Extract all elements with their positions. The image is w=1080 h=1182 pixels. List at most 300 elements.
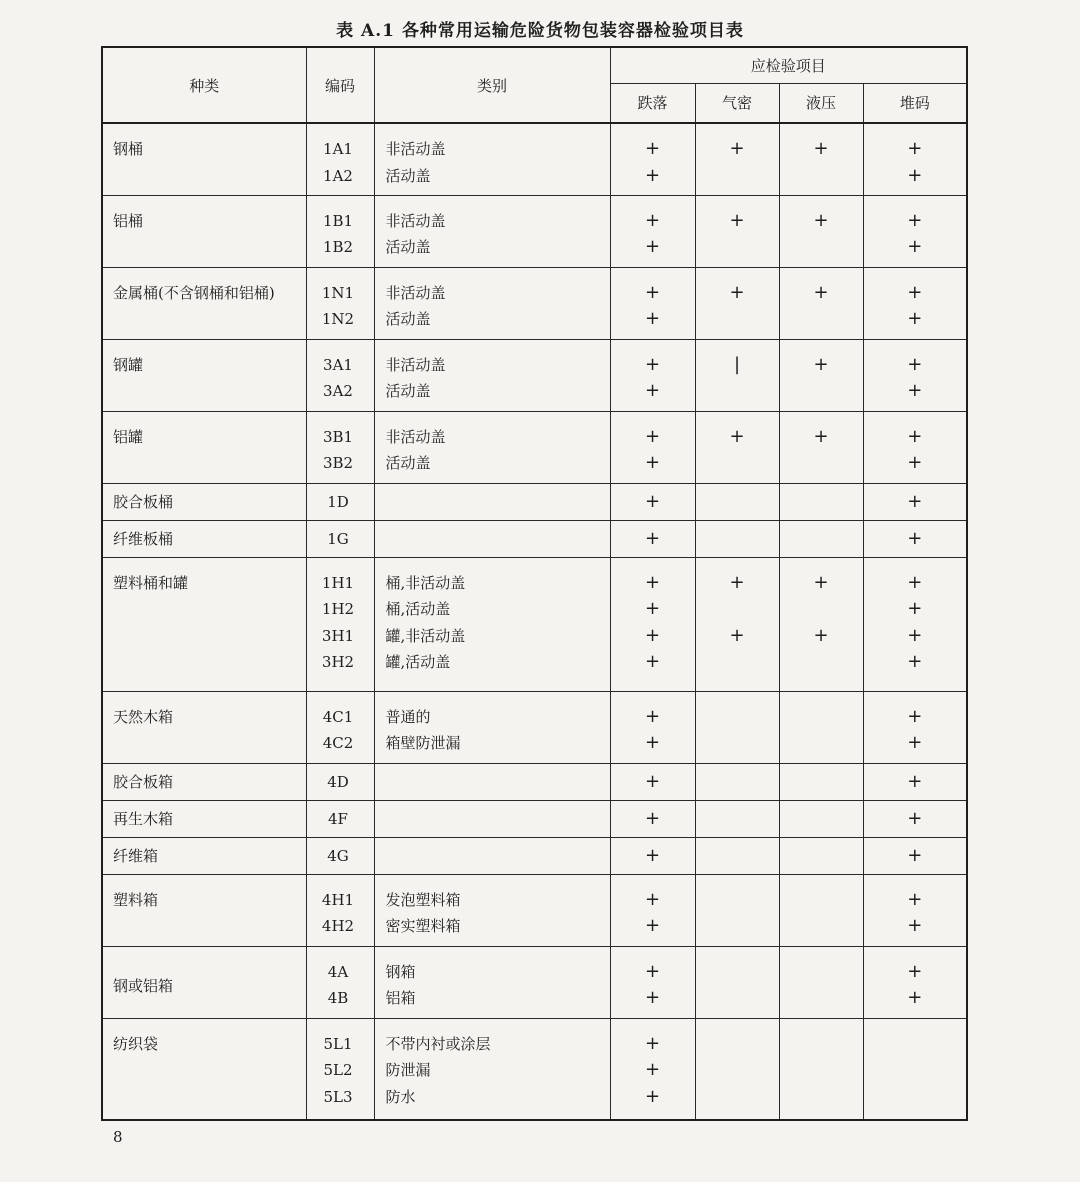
test-mark — [696, 959, 779, 986]
category-value: 活动盖 — [385, 382, 431, 400]
test-mark — [696, 450, 779, 477]
cell-kind — [102, 520, 306, 557]
test-mark: + — [813, 425, 829, 447]
code-value: 1A2 — [323, 166, 353, 185]
category-value — [386, 769, 610, 796]
test-mark: + — [644, 1085, 661, 1107]
cell-test-hydraulic — [779, 763, 863, 800]
cell-test-airtight — [695, 763, 779, 800]
table-row — [102, 946, 967, 1018]
category-value: 密实塑料箱 — [385, 917, 461, 935]
header-test-hydraulic: 液压 — [779, 83, 863, 123]
test-mark: + — [907, 987, 923, 1008]
kind-label: 钢桶 — [113, 140, 144, 158]
test-mark — [696, 806, 779, 833]
table-body — [102, 123, 967, 1120]
cell-code — [306, 837, 374, 874]
cell-test-hydraulic — [779, 267, 863, 339]
cell-test-hydraulic — [779, 123, 863, 195]
test-mark: + — [729, 281, 745, 303]
cell-kind — [102, 557, 306, 691]
code-value: 4C2 — [322, 734, 354, 752]
test-mark — [780, 913, 863, 940]
test-mark: + — [907, 732, 923, 753]
test-mark: + — [644, 138, 661, 159]
test-mark — [864, 1057, 967, 1084]
cell-test-airtight — [695, 691, 779, 763]
test-mark: + — [907, 844, 923, 866]
cell-kind — [102, 483, 306, 520]
table-row — [102, 339, 967, 411]
table-row — [102, 411, 967, 483]
test-mark: + — [644, 807, 661, 829]
cell-kind — [102, 800, 306, 837]
kind-label: 钢罐 — [113, 355, 144, 374]
test-mark: + — [644, 770, 661, 792]
cell-test-drop — [610, 557, 695, 691]
test-mark — [780, 1057, 863, 1084]
kind-label: 纤维板桶 — [113, 529, 174, 548]
table-row — [102, 837, 967, 874]
test-mark: + — [907, 308, 923, 329]
cell-category — [374, 411, 610, 483]
test-mark: + — [813, 138, 829, 159]
test-mark: + — [907, 164, 923, 186]
cell-test-drop — [610, 800, 695, 837]
cell-category — [374, 874, 610, 946]
cell-test-drop — [610, 339, 695, 411]
test-mark: + — [907, 452, 923, 473]
code-value: 5L2 — [323, 1061, 353, 1079]
test-mark — [696, 704, 779, 731]
cell-code — [306, 339, 374, 411]
code-value: 1N2 — [321, 310, 355, 328]
test-mark: + — [644, 624, 661, 646]
cell-test-stacking — [863, 267, 967, 339]
test-mark — [696, 843, 779, 870]
cell-test-hydraulic — [779, 946, 863, 1018]
test-mark: + — [644, 1032, 661, 1054]
cell-test-stacking — [863, 520, 967, 557]
cell-test-stacking — [863, 483, 967, 520]
test-mark — [696, 769, 779, 796]
test-mark: + — [644, 452, 661, 473]
cell-test-stacking — [863, 874, 967, 946]
table-row — [102, 123, 967, 195]
cell-test-hydraulic — [779, 691, 863, 763]
test-mark: + — [644, 651, 661, 672]
test-mark: + — [644, 598, 661, 619]
kind-label: 纤维箱 — [113, 846, 159, 865]
cell-code — [306, 763, 374, 800]
cell-test-drop — [610, 195, 695, 267]
test-mark: + — [907, 236, 923, 257]
test-mark — [780, 649, 863, 676]
test-mark — [696, 234, 779, 261]
cell-test-hydraulic — [779, 1018, 863, 1120]
test-mark: + — [729, 571, 745, 593]
test-mark — [780, 985, 863, 1012]
cell-test-stacking — [863, 837, 967, 874]
test-mark: + — [907, 425, 923, 447]
cell-code — [306, 267, 374, 339]
test-mark — [780, 163, 863, 190]
header-test-airtight: 气密 — [695, 83, 779, 123]
cell-category — [374, 267, 610, 339]
test-mark: + — [813, 353, 829, 375]
test-mark: + — [729, 209, 745, 231]
test-mark — [696, 1031, 779, 1058]
category-value — [386, 489, 610, 516]
cell-category — [374, 339, 610, 411]
table-row — [102, 557, 967, 691]
code-value: 3H1 — [321, 626, 355, 645]
cell-code — [306, 520, 374, 557]
table-row — [102, 874, 967, 946]
cell-kind — [102, 339, 306, 411]
test-mark — [780, 450, 863, 477]
cell-test-airtight — [695, 339, 779, 411]
category-value: 非活动盖 — [385, 355, 446, 374]
cell-test-hydraulic — [779, 411, 863, 483]
kind-label: 再生木箱 — [113, 809, 174, 828]
test-mark — [780, 730, 863, 757]
code-value: 1D — [327, 492, 349, 511]
cell-test-airtight — [695, 267, 779, 339]
cell-test-drop — [610, 691, 695, 763]
test-mark: + — [729, 138, 745, 159]
category-value: 普通的 — [385, 707, 431, 726]
header-kind: 种类 — [102, 47, 306, 123]
test-mark: + — [907, 209, 923, 231]
page-number: 8 — [113, 1128, 123, 1146]
code-value: 4G — [327, 846, 349, 865]
category-value — [386, 843, 610, 870]
test-mark — [696, 649, 779, 676]
cell-test-stacking — [863, 123, 967, 195]
test-mark — [780, 843, 863, 870]
cell-kind — [102, 123, 306, 195]
test-mark: + — [644, 844, 661, 866]
table-row — [102, 195, 967, 267]
code-value: 4F — [328, 809, 348, 828]
cell-test-hydraulic — [779, 800, 863, 837]
test-mark: + — [644, 209, 661, 231]
test-mark — [696, 306, 779, 333]
header-code: 编码 — [306, 47, 374, 123]
cell-test-stacking — [863, 763, 967, 800]
kind-label: 铝罐 — [113, 427, 144, 446]
cell-test-hydraulic — [779, 520, 863, 557]
category-value: 罐,非活动盖 — [385, 626, 466, 645]
table-row — [102, 483, 967, 520]
cell-code — [306, 1018, 374, 1120]
cell-test-airtight — [695, 483, 779, 520]
test-mark: + — [907, 380, 923, 401]
category-value: 不带内衬或涂层 — [385, 1034, 491, 1053]
cell-test-stacking — [863, 946, 967, 1018]
cell-test-hydraulic — [779, 483, 863, 520]
cell-kind — [102, 1018, 306, 1120]
code-value: 4H2 — [321, 917, 355, 935]
kind-label: 纺织袋 — [113, 1034, 159, 1053]
test-mark: + — [907, 915, 923, 936]
test-mark — [696, 1084, 779, 1111]
cell-kind — [102, 411, 306, 483]
test-mark: + — [907, 807, 923, 829]
category-value: 非活动盖 — [385, 140, 446, 158]
cell-code — [306, 483, 374, 520]
table-row — [102, 1018, 967, 1120]
cell-code — [306, 946, 374, 1018]
cell-test-airtight — [695, 946, 779, 1018]
table-row — [102, 691, 967, 763]
inspection-table — [101, 46, 968, 1121]
cell-kind — [102, 874, 306, 946]
header-test-stacking: 堆码 — [863, 83, 967, 123]
test-mark — [780, 234, 863, 261]
code-value: 5L3 — [323, 1087, 353, 1106]
code-value: 4B — [327, 989, 349, 1007]
test-mark: + — [644, 571, 661, 593]
cell-test-airtight — [695, 123, 779, 195]
test-mark: + — [907, 960, 923, 982]
category-value: 钢箱 — [385, 962, 416, 981]
kind-label: 塑料桶和罐 — [113, 573, 189, 592]
category-value: 活动盖 — [385, 238, 431, 256]
cell-test-stacking — [863, 557, 967, 691]
cell-test-drop — [610, 946, 695, 1018]
cell-test-airtight — [695, 837, 779, 874]
test-mark — [780, 704, 863, 731]
code-value: 1H1 — [321, 573, 355, 592]
test-mark — [696, 526, 779, 553]
test-mark: + — [644, 164, 661, 186]
table-header — [102, 47, 967, 123]
table-row — [102, 763, 967, 800]
cell-test-drop — [610, 763, 695, 800]
test-mark — [780, 1084, 863, 1111]
test-mark — [780, 959, 863, 986]
cell-test-drop — [610, 483, 695, 520]
header-tests-group: 应检验项目 — [610, 47, 967, 83]
test-mark: + — [813, 571, 829, 593]
category-value: 非活动盖 — [385, 211, 446, 230]
cell-test-airtight — [695, 520, 779, 557]
cell-category — [374, 837, 610, 874]
cell-test-airtight — [695, 195, 779, 267]
cell-test-stacking — [863, 691, 967, 763]
cell-test-drop — [610, 411, 695, 483]
test-mark — [864, 1031, 967, 1058]
cell-category — [374, 691, 610, 763]
cell-test-stacking — [863, 195, 967, 267]
test-mark: + — [907, 490, 923, 512]
code-value: 3B2 — [322, 454, 354, 472]
cell-kind — [102, 946, 306, 1018]
cell-code — [306, 800, 374, 837]
test-mark — [780, 769, 863, 796]
test-mark: + — [907, 598, 923, 619]
category-value — [386, 526, 610, 553]
test-mark: + — [644, 915, 661, 936]
test-mark: + — [729, 425, 745, 447]
cell-test-hydraulic — [779, 557, 863, 691]
category-value: 活动盖 — [385, 454, 431, 472]
code-value: 5L1 — [323, 1034, 353, 1053]
test-mark — [696, 887, 779, 914]
cell-code — [306, 874, 374, 946]
test-mark: + — [907, 705, 923, 727]
category-value: 铝箱 — [385, 989, 416, 1007]
category-value: 活动盖 — [385, 166, 431, 185]
test-mark — [696, 913, 779, 940]
code-value: 1H2 — [321, 600, 355, 618]
test-mark — [696, 378, 779, 405]
test-mark: + — [813, 281, 829, 303]
kind-label: 胶合板桶 — [113, 492, 174, 511]
test-mark: + — [907, 571, 923, 593]
code-value: 1G — [327, 529, 349, 548]
test-mark: + — [907, 281, 923, 303]
cell-test-hydraulic — [779, 837, 863, 874]
code-value: 1A1 — [323, 140, 353, 158]
category-value: 防水 — [385, 1087, 416, 1106]
test-mark: + — [907, 138, 923, 159]
kind-label: 钢或铝箱 — [113, 977, 174, 996]
test-mark — [780, 306, 863, 333]
cell-test-stacking — [863, 1018, 967, 1120]
cell-category — [374, 946, 610, 1018]
kind-label: 铝桶 — [113, 211, 144, 230]
code-value: 1N1 — [321, 283, 355, 302]
cell-test-drop — [610, 874, 695, 946]
test-mark — [780, 378, 863, 405]
cell-category — [374, 520, 610, 557]
test-mark: + — [644, 527, 661, 549]
cell-code — [306, 195, 374, 267]
test-mark — [780, 887, 863, 914]
cell-test-hydraulic — [779, 339, 863, 411]
test-mark: + — [907, 770, 923, 792]
cell-test-airtight — [695, 557, 779, 691]
test-mark: + — [644, 281, 661, 303]
cell-kind — [102, 267, 306, 339]
test-mark: + — [907, 624, 923, 646]
code-value: 4H1 — [321, 890, 355, 909]
test-mark: + — [644, 308, 661, 329]
category-value — [386, 806, 610, 833]
header-category: 类别 — [374, 47, 610, 123]
code-value: 3B1 — [322, 427, 354, 446]
category-value: 非活动盖 — [385, 283, 446, 302]
code-value: 4C1 — [322, 707, 354, 726]
test-mark — [696, 730, 779, 757]
cell-test-drop — [610, 837, 695, 874]
cell-test-airtight — [695, 411, 779, 483]
cell-code — [306, 123, 374, 195]
cell-test-stacking — [863, 411, 967, 483]
test-mark: + — [644, 1059, 661, 1080]
table-row — [102, 267, 967, 339]
test-mark: + — [644, 425, 661, 447]
kind-label: 天然木箱 — [113, 707, 174, 726]
category-value: 非活动盖 — [385, 427, 446, 446]
cell-kind — [102, 763, 306, 800]
test-mark: + — [644, 732, 661, 753]
code-value: 3H2 — [321, 653, 355, 671]
code-value: 1B2 — [322, 238, 354, 256]
cell-test-stacking — [863, 800, 967, 837]
test-mark — [696, 985, 779, 1012]
cell-category — [374, 123, 610, 195]
header-test-drop: 跌落 — [610, 83, 695, 123]
code-value: 3A1 — [323, 355, 353, 374]
cell-test-hydraulic — [779, 874, 863, 946]
kind-label: 塑料箱 — [113, 890, 159, 909]
category-value: 桶,非活动盖 — [385, 573, 466, 592]
cell-test-drop — [610, 267, 695, 339]
test-mark: + — [813, 624, 829, 646]
cell-kind — [102, 837, 306, 874]
category-value: 防泄漏 — [385, 1061, 431, 1079]
test-mark — [780, 806, 863, 833]
test-mark: + — [907, 888, 923, 910]
test-mark: + — [729, 624, 745, 646]
test-mark — [864, 1084, 967, 1111]
cell-category — [374, 557, 610, 691]
test-mark — [696, 596, 779, 623]
cell-category — [374, 1018, 610, 1120]
cell-category — [374, 763, 610, 800]
code-value: 4D — [327, 772, 349, 791]
test-mark — [696, 163, 779, 190]
cell-test-drop — [610, 1018, 695, 1120]
cell-test-hydraulic — [779, 195, 863, 267]
category-value: 发泡塑料箱 — [385, 890, 461, 909]
cell-test-drop — [610, 520, 695, 557]
cell-category — [374, 800, 610, 837]
test-mark: + — [907, 527, 923, 549]
test-mark — [780, 1031, 863, 1058]
cell-test-airtight — [695, 874, 779, 946]
category-value: 桶,活动盖 — [385, 600, 451, 618]
cell-test-stacking — [863, 339, 967, 411]
kind-label: 胶合板箱 — [113, 772, 174, 791]
code-value: 3A2 — [323, 382, 353, 400]
test-mark: + — [907, 651, 923, 672]
cell-kind — [102, 195, 306, 267]
test-mark: | — [733, 353, 741, 375]
category-value: 箱壁防泄漏 — [385, 734, 461, 752]
test-mark — [780, 526, 863, 553]
test-mark — [696, 1057, 779, 1084]
test-mark: + — [644, 353, 661, 375]
category-value: 活动盖 — [385, 310, 431, 328]
test-mark: + — [644, 705, 661, 727]
category-value: 罐,活动盖 — [385, 653, 451, 671]
test-mark: + — [644, 236, 661, 257]
test-mark — [780, 489, 863, 516]
test-mark: + — [644, 380, 661, 401]
cell-code — [306, 557, 374, 691]
cell-kind — [102, 691, 306, 763]
test-mark: + — [644, 960, 661, 982]
test-mark — [696, 489, 779, 516]
kind-label: 金属桶(不含钢桶和铝桶) — [113, 283, 275, 302]
cell-category — [374, 195, 610, 267]
table-row — [102, 520, 967, 557]
